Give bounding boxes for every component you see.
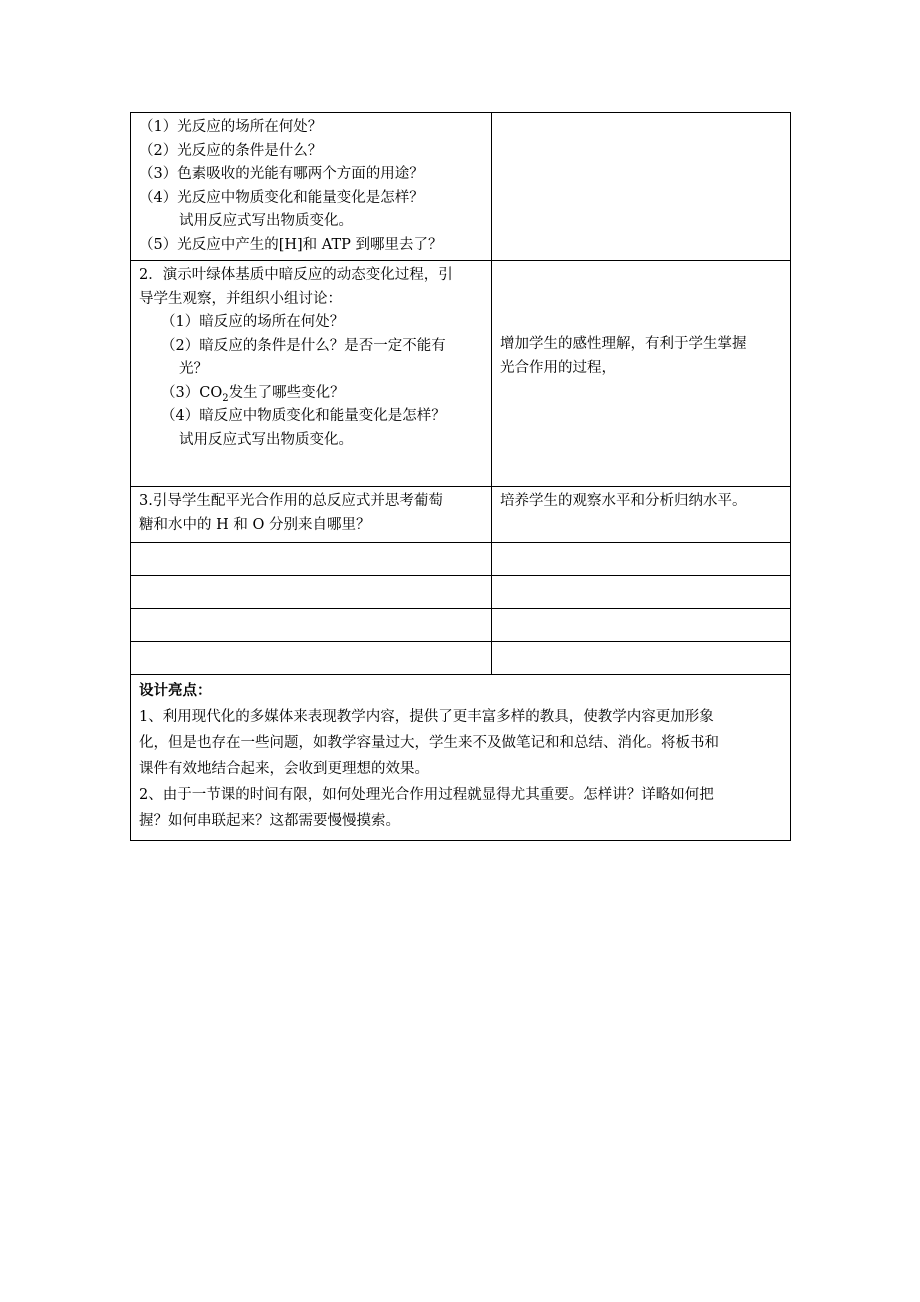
question-text: （5）光反应中产生的[H]和 ATP 到哪里去了？ — [139, 236, 443, 253]
empty-cell — [131, 642, 492, 675]
empty-cell — [492, 113, 791, 261]
design-intent-cell — [492, 487, 791, 543]
highlight-paragraph: 1、利用现代化的多媒体来表现教学内容，提供了更丰富多样的教具，使教学内容更加形象 — [139, 709, 714, 725]
empty-cell — [131, 543, 492, 576]
design-intent-cell — [492, 261, 791, 487]
highlight-paragraph: 课件有效地结合起来，会收到更理想的效果。 — [139, 761, 429, 777]
table-row — [131, 543, 791, 576]
question-text: 试用反应式写出物质变化。 — [179, 213, 353, 229]
empty-cell — [492, 642, 791, 675]
equation-activity-cell — [131, 487, 492, 543]
intent-text: 增加学生的感性理解，有利于学生掌握 — [500, 336, 747, 352]
question-text: （4）暗反应中物质变化和能量变化是怎样？ — [161, 408, 446, 424]
intent-text: 培养学生的观察水平和分析归纳水平。 — [500, 493, 747, 509]
dark-reaction-activity-cell — [131, 261, 492, 487]
table-row — [131, 576, 791, 609]
table-row — [131, 675, 791, 841]
question-text: （2）光反应的条件是什么？ — [139, 142, 323, 159]
empty-cell — [492, 609, 791, 642]
activity-text: 3.引导学生配平光合作用的总反应式并思考葡萄 — [139, 493, 443, 509]
question-text — [139, 382, 485, 406]
question-text: （1）暗反应的场所在何处？ — [161, 314, 345, 330]
table-row — [131, 609, 791, 642]
question-text: （4）光反应中物质变化和能量变化是怎样？ — [139, 189, 424, 206]
table-row — [131, 642, 791, 675]
design-highlights-title: 设计亮点： — [139, 683, 212, 699]
empty-cell — [492, 576, 791, 609]
table-row — [131, 113, 791, 261]
table-row — [131, 261, 791, 487]
highlight-paragraph: 2、由于一节课的时间有限，如何处理光合作用过程就显得尤其重要。怎样讲？详略如何把 — [139, 787, 714, 803]
light-reaction-questions-cell — [131, 113, 492, 261]
question-text: （2）暗反应的条件是什么？是否一定不能有 — [161, 337, 446, 354]
highlight-paragraph: 握？如何串联起来？这都需要慢慢摸索。 — [139, 813, 400, 829]
question-text: （3）色素吸收的光能有哪两个方面的用途？ — [139, 166, 424, 182]
design-highlights-cell — [131, 675, 791, 841]
empty-cell — [131, 576, 492, 609]
table-row — [131, 487, 791, 543]
question-text-tail: 发生了哪些变化？ — [228, 384, 345, 401]
intent-text: 光合作用的过程， — [500, 359, 616, 376]
activity-text: 2．演示叶绿体基质中暗反应的动态变化过程，引 — [139, 267, 453, 283]
question-text: 光？ — [179, 361, 208, 377]
empty-cell — [131, 609, 492, 642]
question-text: （1）光反应的场所在何处？ — [139, 119, 323, 135]
empty-cell — [492, 543, 791, 576]
co2-subscript: 2 — [222, 392, 229, 404]
highlight-paragraph: 化，但是也存在一些问题，如教学容量过大，学生来不及做笔记和和总结、消化。将板书和 — [139, 735, 719, 751]
co2-label: （3）CO — [161, 384, 223, 401]
activity-text: 糖和水中的 H 和 O 分别来自哪里？ — [139, 516, 371, 533]
lesson-plan-table — [130, 112, 791, 841]
question-text: 试用反应式写出物质变化。 — [179, 431, 353, 448]
activity-text: 导学生观察，并组织小组讨论： — [139, 290, 342, 307]
